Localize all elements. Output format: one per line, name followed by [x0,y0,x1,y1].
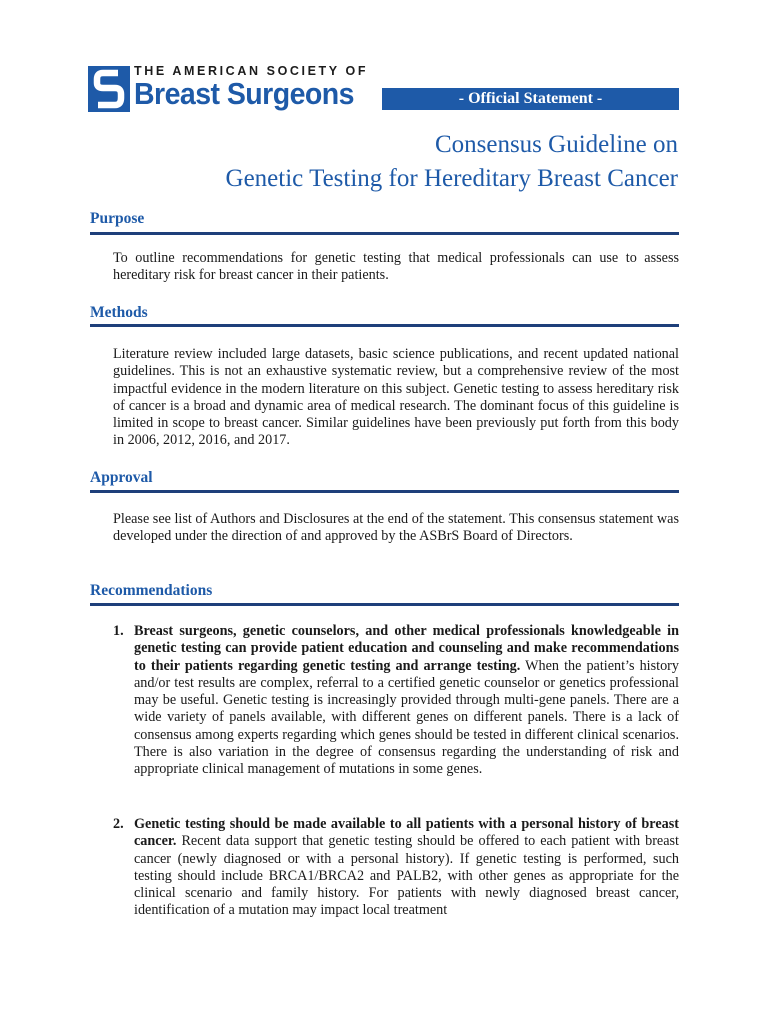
recommendation-body [134,816,679,920]
recommendation-text: Recent data support that genetic testing should be offered to each patient with breast cancer (newly diagnosed or with a personal history). If genetic testing is performed, such testing should include BRCA1/BRCA2 and PALB2, with other genes as appropriate for the clinical scenario and family history. For patients with newly diagnosed breast cancer, identification of a mutation may impact local treatment [134,833,679,919]
section-divider [90,232,679,235]
page-title [226,128,678,196]
methods-text: Literature review included large datasets, basic science publications, and recent updated national guidelines. This is not an exhaustive systematic review, but a comprehensive review of the most impactful evidence in the modern literature on this subject. Genetic testing to assess hereditary risk of cancer is a broad and dynamic area of medical research. The dominant focus of this guideline is limited in scope to breast cancer. Similar guidelines have been previously put forth from this body in 2006, 2012, 2016, and 2017. [113,346,679,449]
org-name-main: Breast Surgeons [134,76,354,111]
methods-heading [90,304,679,322]
section-divider [90,324,679,327]
title-line-2: Genetic Testing for Hereditary Breast Cancer [225,165,678,192]
recommendation-body [134,623,679,779]
official-statement-badge: - Official Statement - [382,88,679,110]
purpose-heading [90,210,679,228]
recommendation-bold-text: Genetic testing should be made available to all patients with a personal history of breast cancer. [134,816,679,850]
purpose-heading-text: Purpose [90,210,145,227]
recommendation-item [113,623,679,779]
approval-heading-text: Approval [90,469,153,486]
recommendation-number: 1. [113,623,124,639]
approval-heading [90,469,679,487]
recommendation-item [113,816,679,920]
recommendation-number: 2. [113,816,124,832]
asbrs-logo-icon [88,66,130,112]
recommendations-heading [90,582,679,600]
section-divider [90,490,679,493]
recommendations-heading-text: Recommendations [90,582,213,599]
section-divider [90,603,679,606]
title-line-1: Consensus Guideline on [434,131,678,158]
methods-heading-text: Methods [90,304,148,321]
header [88,64,680,114]
recommendation-text: When the patient’s history and/or test results are complex, referral to a certified genetic counselor or genetics professional may be useful. Genetic testing is increasingly provided through multi-gene panels. There are a wide variety of panels available, with different genes on different panels. There is a lack of consensus among experts regarding which genes should be tested in different clinical scenarios. There is also variation in the degree of consensus regarding the understanding of risk and appropriate clinical management of mutations in some genes. [134,657,679,778]
recommendation-bold-text: Breast surgeons, genetic counselors, and other medical professionals knowledgeable in genetic testing can provide patient education and counseling and make recommendations to their patients regarding genetic testing and arrange testing. [134,623,679,674]
org-name-line: THE AMERICAN SOCIETY OF [134,64,369,78]
approval-text: Please see list of Authors and Disclosures at the end of the statement. This consensus statement was developed under the direction of and approved by the ASBrS Board of Directors. [113,511,679,545]
purpose-text: To outline recommendations for genetic testing that medical professionals can use to assess hereditary risk for breast cancer in their patients. [113,250,679,284]
